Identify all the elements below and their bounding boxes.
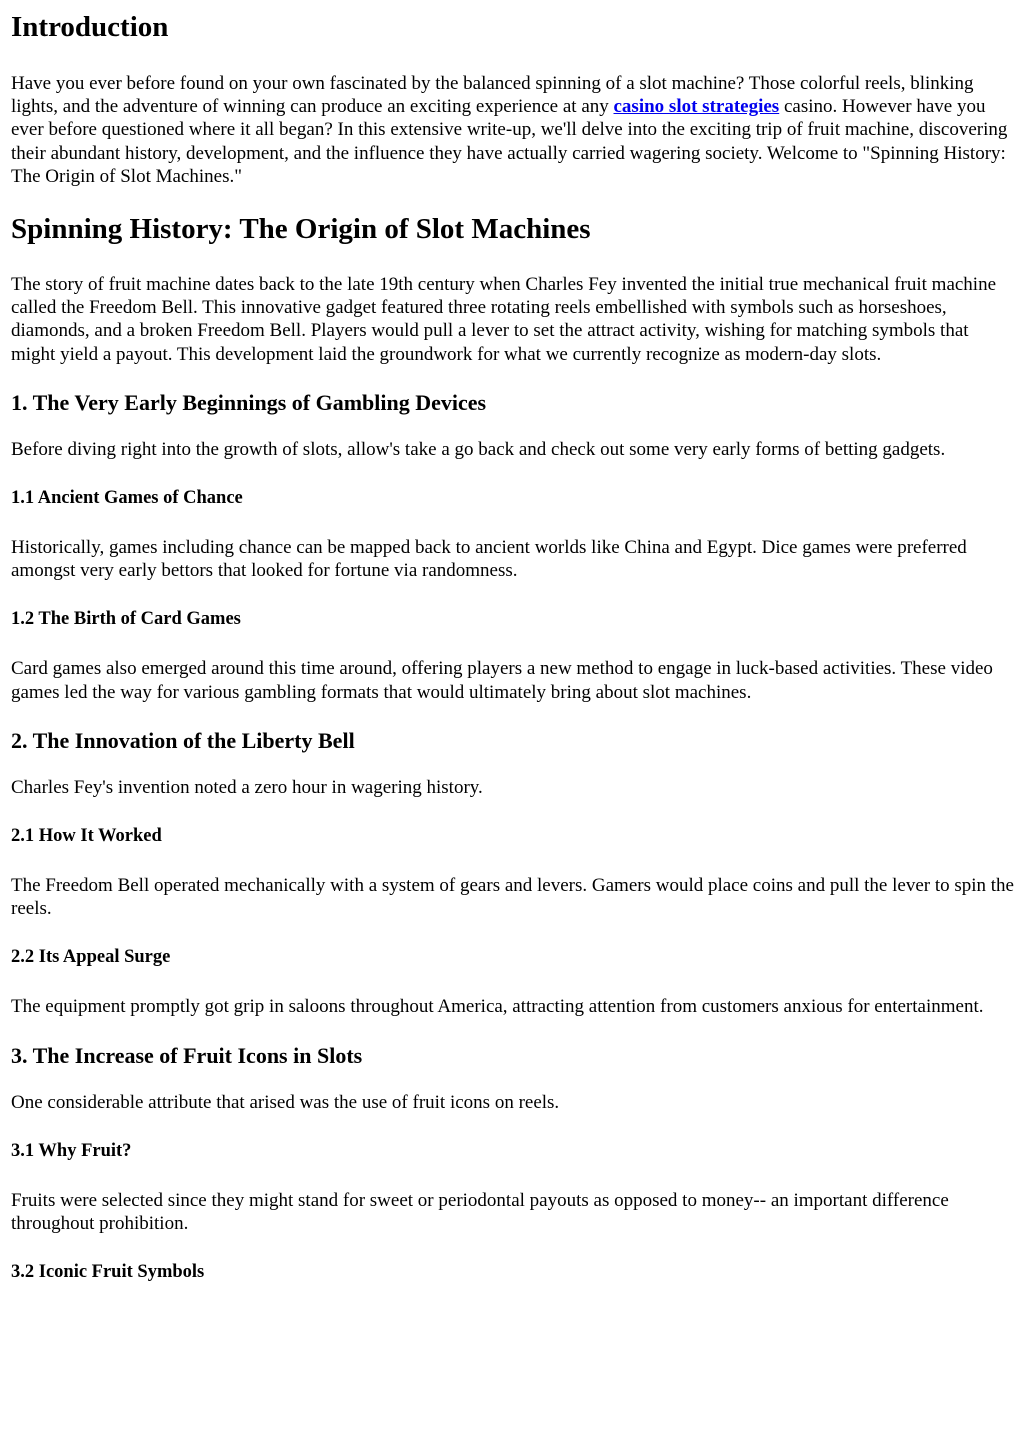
section-2-heading: 2. The Innovation of the Liberty Bell <box>11 727 355 753</box>
section-3-heading: 3. The Increase of Fruit Icons in Slots <box>11 1042 363 1068</box>
section-1-paragraph: Before diving right into the growth of slots, allow's take a go back and check out some very early forms of betting gadgets. <box>11 438 946 460</box>
main-paragraph: The story of fruit machine dates back to the late 19th century when Charles Fey invented the initial true mechanical fruit machine called the Freedom Bell. This innovative gadget featured three rotating reels embellished with symbols such as horseshoes, diamonds, and a broken Freedom Bell. Players would pull a lever to set the attract activity, wishing for matching symbols that might yield a payout. This development laid the groundwork for what we currently recognize as modern-day slots. <box>11 274 997 365</box>
section-2-paragraph: Charles Fey's invention noted a zero hour in wagering history. <box>11 776 483 798</box>
intro-heading: Introduction <box>11 11 169 43</box>
intro-text-after-link: casino. However have you ever before questioned where it all began? In this extensive write-up, we'll delve into the exciting trip of fruit machine, discovering their abundant history, development, and the influence they have actually carried wagering society. Welcome to "Spinning History: The Origin of Slot Machines." <box>11 96 1008 187</box>
section-1-heading: 1. The Very Early Beginnings of Gambling Devices <box>11 389 487 415</box>
subsection-3-1-heading: 3.1 Why Fruit? <box>11 1140 132 1161</box>
subsection-1-1-heading: 1.1 Ancient Games of Chance <box>11 488 243 509</box>
intro-text-before-link: Have you ever before found on your own fascinated by the balanced spinning of a slot machine? Those colorful reels, blinking lights, and the adventure of winning can produce an exciting experience at any <box>11 73 974 118</box>
section-3-paragraph: One considerable attribute that arised was the use of fruit icons on reels. <box>11 1091 560 1113</box>
article <box>0 10 1024 1283</box>
subsection-1-1-paragraph: Historically, games including chance can be mapped back to ancient worlds like China and Egypt. Dice games were preferred amongst very early bettors that looked for fortune via randomness. <box>11 537 967 582</box>
intro-paragraph <box>11 72 1014 188</box>
casino-slot-strategies-link[interactable]: casino slot strategies <box>613 96 780 118</box>
subsection-2-1-paragraph: The Freedom Bell operated mechanically with a system of gears and levers. Gamers would place coins and pull the lever to spin the reels. <box>11 875 1014 920</box>
subsection-2-2-paragraph: The equipment promptly got grip in saloons throughout America, attracting attention from customers anxious for entertainment. <box>11 996 984 1018</box>
subsection-2-2-heading: 2.2 Its Appeal Surge <box>11 947 171 968</box>
main-heading: Spinning History: The Origin of Slot Machines <box>11 213 591 246</box>
subsection-1-2-heading: 1.2 The Birth of Card Games <box>11 609 241 630</box>
subsection-3-1-paragraph: Fruits were selected since they might stand for sweet or periodontal payouts as opposed to money-- an important difference throughout prohibition. <box>11 1189 949 1235</box>
subsection-2-1-heading: 2.1 How It Worked <box>11 826 162 847</box>
subsection-1-2-paragraph: Card games also emerged around this time around, offering players a new method to engage in luck-based activities. These video games led the way for various gambling formats that would ultimately bring about slot machines. <box>11 658 993 703</box>
subsection-3-2-heading: 3.2 Iconic Fruit Symbols <box>11 1262 205 1283</box>
